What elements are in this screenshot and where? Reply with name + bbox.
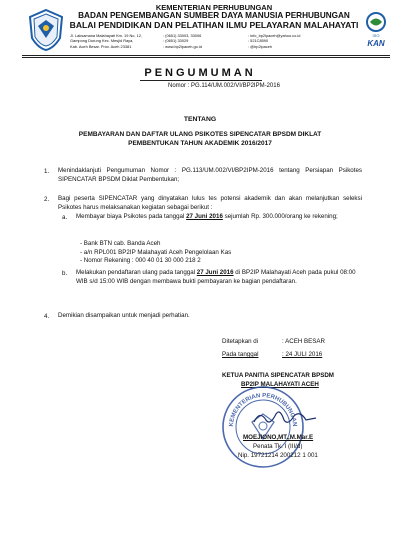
registration-date: 27 Juni 2016	[196, 269, 234, 276]
header-divider	[22, 55, 390, 56]
subject-line: PEMBENTUKAN TAHUN AKADEMIK 2016/2017	[128, 139, 272, 147]
subject-line: PEMBAYARAN DAN DAFTAR ULANG PSIKOTES SIPENCATAR BPSDM DIKLAT	[78, 131, 322, 138]
date-label: Pada tanggal	[222, 351, 259, 358]
address-block	[70, 33, 142, 49]
subitem-text	[76, 269, 362, 286]
subitem-text-pre: Melakukan pendaftaran ulang pada tanggal	[76, 269, 197, 276]
place-label: Ditetapkan di	[222, 338, 259, 345]
subject-heading: TENTANG	[183, 116, 217, 123]
subitem-text-post: sejumlah Rp. 300.000/orang ke rekening;	[222, 213, 338, 220]
bank-line: - Nomor Rekening : 000 40 01 30 000 218 2	[80, 257, 201, 265]
header-institution: BALAI PENDIDIKAN DAN PELATIHAN ILMU PELAYARAN MALAHAYATI	[69, 20, 359, 30]
subitem-text	[76, 213, 362, 222]
address-line: Jl. Laksamana Malahayati Km. 19 No. 12,	[70, 33, 143, 38]
document-number: Nomor : PG.114/UM.002/VI/BP2IPM-2016	[168, 83, 280, 89]
item-text: Menindaklanjuti Pengumuman Nomor : PG.113/UM.002/VI/BP2IPM-2016 tentang Persiapan Psikotes SIPENCATAR BPSDM Diklat Pembentukan;	[58, 167, 362, 183]
document-title: PENGUMUMAN	[144, 67, 256, 79]
signatory-nip: Nip. 19721214 200212 1 001	[238, 452, 318, 459]
subitem-text-pre: Membayar biaya Psikotes pada tanggal	[76, 213, 187, 220]
phone-line: : (0651) 33029	[163, 38, 189, 44]
address-line: Kab. Aceh Besar. Prov. Aceh 23381	[70, 43, 132, 49]
handwritten-signature-icon	[250, 408, 320, 428]
item-number: 4.	[44, 313, 50, 320]
subitem-label: b.	[62, 270, 68, 277]
signatory-role: KETUA PANITIA SIPENCATAR BPSDM	[222, 372, 334, 379]
phone-line: : (0651) 33003, 33006	[163, 33, 202, 38]
item-number: 2.	[44, 196, 50, 203]
svg-text:ISO: ISO	[372, 33, 380, 38]
social-line: : @bp2ipaceh	[248, 43, 273, 49]
bank-line: - Bank BTN cab. Banda Aceh	[80, 240, 161, 247]
header-agency: BADAN PENGEMBANGAN SUMBER DAYA MANUSIA PERHUBUNGAN	[78, 11, 350, 20]
item-text: Bagi peserta SIPENCATAR yang dinyatakan lulus tes potensi akademik dan akan melanjutkan seleksi Psikotes harus melaksanakan kegiatan sebagai berikut :	[58, 195, 362, 211]
iso-certification-logo-icon	[362, 12, 390, 50]
payment-date: 27 Juni 2016	[186, 213, 223, 220]
signatory-rank: Penata Tk. I (III/d)	[253, 443, 303, 450]
place-value: : ACEH BESAR	[282, 338, 325, 345]
subject-title	[40, 131, 360, 148]
bank-line: - a/n RPL001 BP2IP Malahayati Aceh Pengelolaan Kas	[80, 248, 232, 256]
header-ministry: KEMENTERIAN PERHUBUNGAN	[155, 3, 273, 12]
phone-block	[163, 33, 202, 49]
kan-logo-text: KAN	[367, 39, 385, 48]
date-value: : 24 JULI 2016	[282, 351, 323, 358]
subitem-label: a.	[62, 214, 68, 221]
contact-block	[248, 33, 300, 49]
signatory-name: MOEJIONO,MT.,M.Mar.E	[243, 434, 314, 441]
website-line: : www.bp2ipaceh.go.id	[163, 43, 202, 49]
address-line: Gampong Durung Kec. Mesjid Raya,	[70, 38, 134, 44]
bank-details	[80, 240, 231, 266]
header-divider	[22, 57, 390, 58]
ministry-logo-icon	[26, 8, 66, 52]
signatory-institution: BP2IP MALAHAYATI ACEH	[241, 381, 319, 388]
item-text: Demikian disampaikan untuk menjadi perhatian.	[58, 312, 190, 319]
subitem-text-post: di BP2IP Malahayati Aceh pada pukul 08:00 WIB s/d 15:00 WIB dengan membawa bukti pembayaran ke bagian pendaftaran.	[76, 269, 356, 285]
contact-line: : 521C8590	[248, 38, 269, 44]
email-line: : info_bp2ipaceh@yahoo.co.id	[248, 33, 301, 38]
stamp-text: KEMENTERIAN PERHUBUNGAN	[228, 392, 298, 427]
title-underline	[140, 80, 262, 81]
item-number: 1.	[44, 168, 50, 175]
